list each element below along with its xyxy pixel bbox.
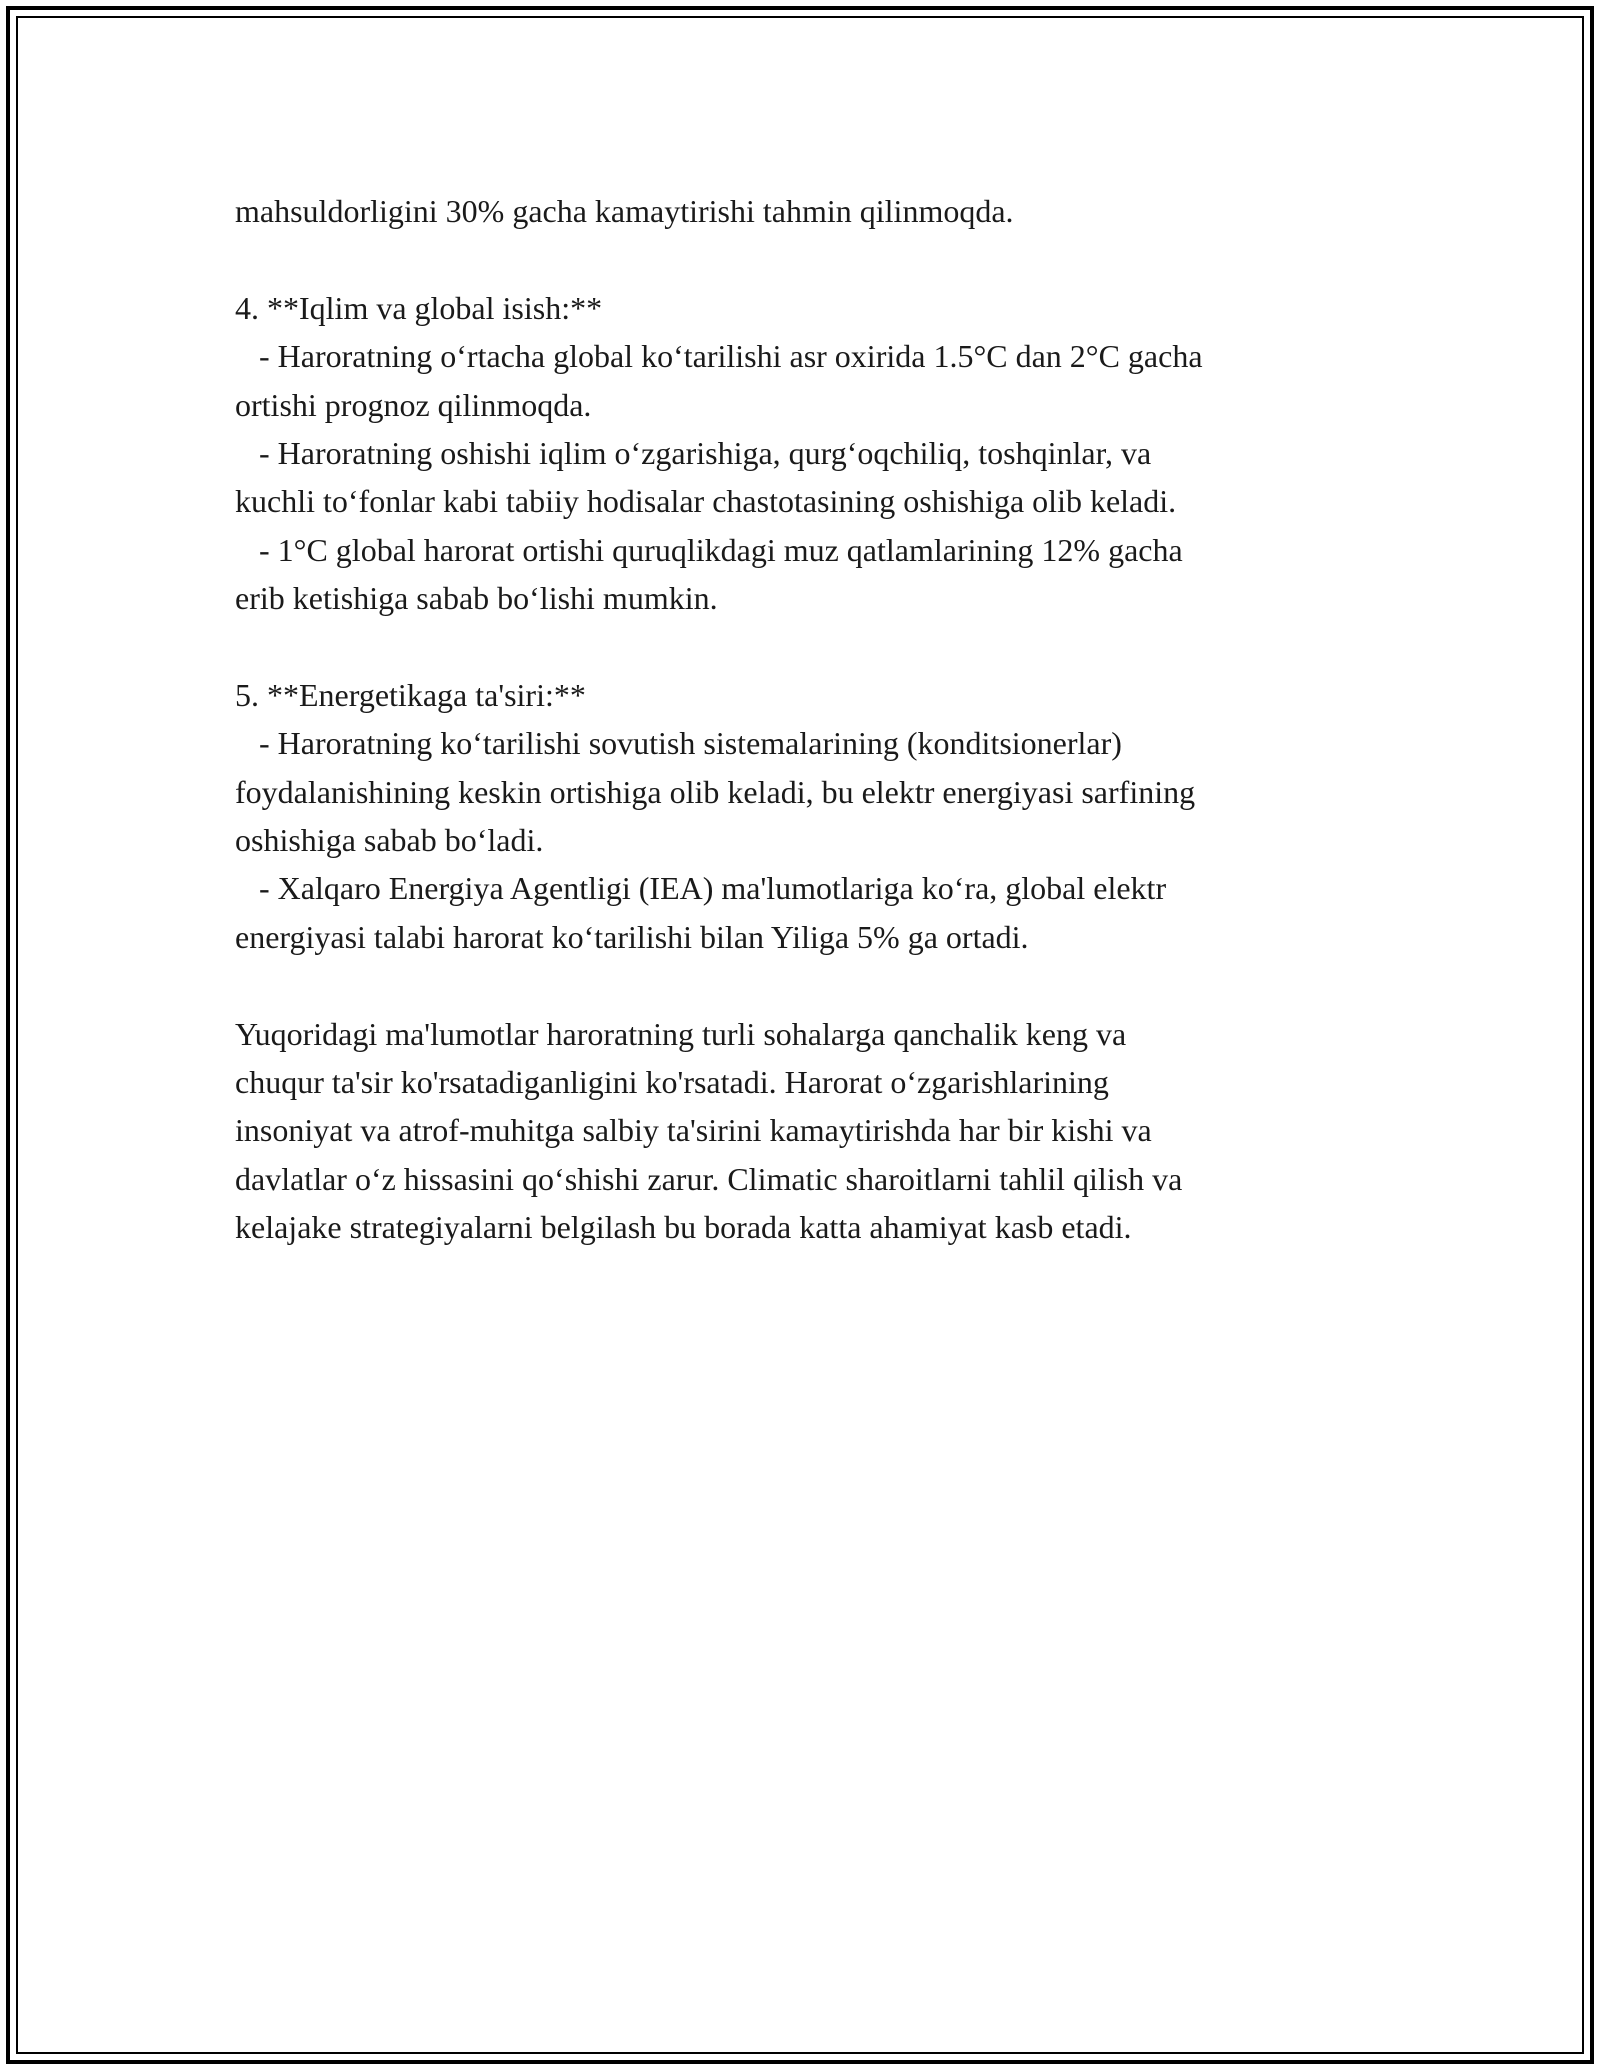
paragraph-line: - Xalqaro Energiya Agentligi (IEA) ma'lumotlariga ko‘ra, global elektr (235, 870, 1167, 907)
document-body (235, 187, 1365, 1252)
paragraph-line: - Haroratning o‘rtacha global ko‘tarilishi asr oxirida 1.5°C dan 2°C gacha (235, 338, 1203, 375)
paragraph-line: energiyasi talabi harorat ko‘tarilishi bilan Yiliga 5% ga ortadi. (235, 918, 1029, 955)
paragraph-line: kelajake strategiyalarni belgilash bu borada katta ahamiyat kasb etadi. (235, 1209, 1132, 1246)
paragraph-line: - 1°C global harorat ortishi quruqlikdagi muz qatlamlarining 12% gacha (235, 531, 1183, 568)
paragraph-line: foydalanishining keskin ortishiga olib keladi, bu elektr energiyasi sarfining (235, 773, 1196, 810)
paragraph-line: chuqur ta'sir ko'rsatadiganligini ko'rsatadi. Harorat o‘zgarishlarining (235, 1064, 1109, 1101)
paragraph-line: erib ketishiga sabab bo‘lishi mumkin. (235, 580, 718, 617)
paragraph-line: mahsuldorligini 30% gacha kamaytirishi tahmin qilinmoqda. (235, 193, 1014, 229)
paragraph-line: kuchli to‘fonlar kabi tabiiy hodisalar chastotasining oshishiga olib keladi. (235, 483, 1177, 520)
paragraph-gap (235, 623, 1365, 671)
paragraph-gap (235, 961, 1365, 1009)
paragraph-line: davlatlar o‘z hissasini qo‘shishi zarur. Climatic sharoitlarni tahlil qilish va (235, 1160, 1183, 1197)
paragraph-gap (235, 235, 1365, 283)
paragraph-line: Yuqoridagi ma'lumotlar haroratning turli sohalarga qanchalik keng va (235, 1015, 1127, 1052)
paragraph-line: - Haroratning ko‘tarilishi sovutish sistemalarining (konditsionerlar) (235, 725, 1122, 762)
paragraph-line: insoniyat va atrof-muhitga salbiy ta'sirini kamaytirishda har bir kishi va (235, 1112, 1152, 1149)
paragraph-line: - Haroratning oshishi iqlim o‘zgarishiga, qurg‘oqchiliq, toshqinlar, va (235, 434, 1152, 471)
paragraph-line: oshishiga sabab bo‘ladi. (235, 822, 544, 859)
section-heading: 4. **Iqlim va global isish:** (235, 289, 603, 326)
paragraph-line: ortishi prognoz qilinmoqda. (235, 386, 592, 423)
section-heading: 5. **Energetikaga ta'siri:** (235, 676, 586, 713)
